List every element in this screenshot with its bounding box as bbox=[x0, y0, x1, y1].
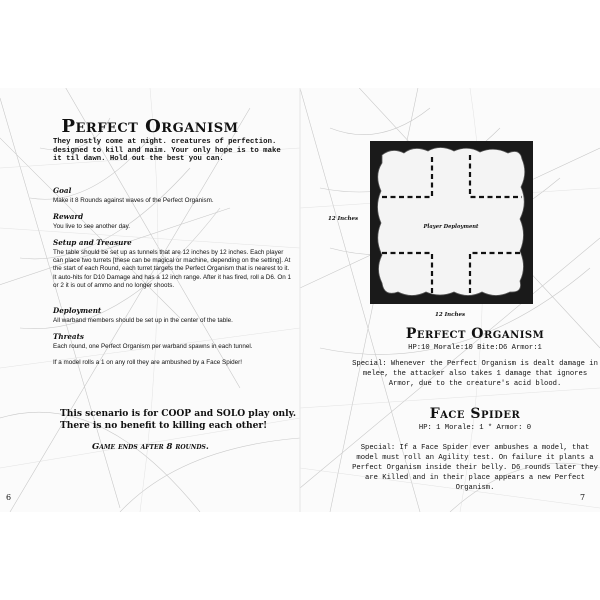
face-spider-special: Special: If a Face Spider ever ambushes a model, that model must roll an Agility test. On failure it plants a Perfect Organism inside their belly. D6 rounds later they are Killed and in their place appears a new Perfect Organism. bbox=[352, 444, 598, 492]
right-page bbox=[300, 88, 600, 512]
scenario-title: Perfect Organism bbox=[61, 116, 239, 137]
page-number: 6 bbox=[6, 493, 12, 502]
perfect-organism-special: Special: Whenever the Perfect Organism is dealt damage in melee, the attacker also takes 1 damage that ignores Armor, due to the creature's acid blood. bbox=[352, 360, 598, 388]
coop-solo-note: This scenario is for COOP and SOLO play only. There is no benefit to killing each other! bbox=[60, 408, 296, 431]
intro-flavor-text: They mostly come at night. creatures of perfection. designed to kill and maim. Your only hope is to make it til dawn. Hold out the best you can. bbox=[53, 138, 281, 164]
map-side-measure: 12 Inches bbox=[328, 216, 359, 222]
face-spider-heading: Face Spider bbox=[429, 406, 521, 422]
page-number: 7 bbox=[580, 493, 586, 502]
goal-text: Make it 8 Rounds against waves of the Perfect Organism. bbox=[53, 197, 214, 204]
left-page bbox=[0, 88, 300, 512]
perfect-organism-stats: HP:10 Morale:10 Bite:D6 Armor:1 bbox=[408, 344, 542, 352]
face-spider-stats: HP: 1 Morale: 1 * Armor: 0 bbox=[418, 424, 532, 432]
book-spread bbox=[0, 88, 600, 512]
face-spider-note: If a model rolls a 1 on any roll they are ambushed by a Face Spider! bbox=[53, 359, 243, 366]
reward-heading: Reward bbox=[53, 212, 84, 221]
player-deployment-label: Player Deployment bbox=[423, 224, 479, 230]
setup-text: The table should be set up as tunnels that are 12 inches by 12 inches. Each player can place two turrets [these can be magical or machine, depending on the setting]. At the start of each Round, each turret targets the Perfect Organism that is nearest to it. It auto-hits for D10 Damage and has a 12 inch range. After it has fired, roll a D6. On 1 or 2 it is out of ammo and no longer shoots. bbox=[53, 249, 292, 289]
goal-heading: Goal bbox=[53, 186, 72, 195]
tunnel-map-diagram bbox=[370, 141, 533, 304]
game-ends-note: Game ends after 8 rounds. bbox=[92, 442, 209, 452]
perfect-organism-heading: Perfect Organism bbox=[405, 326, 545, 342]
threats-text: Each round, one Perfect Organism per warband spawns in each tunnel. bbox=[53, 343, 253, 350]
reward-text: You live to see another day. bbox=[53, 223, 131, 230]
map-bottom-measure: 12 Inches bbox=[435, 312, 466, 318]
threats-heading: Threats bbox=[53, 332, 84, 341]
deployment-heading: Deployment bbox=[53, 306, 102, 315]
setup-heading: Setup and Treasure bbox=[53, 238, 132, 247]
deployment-text: All warband members should be set up in the center of the table. bbox=[53, 317, 233, 324]
